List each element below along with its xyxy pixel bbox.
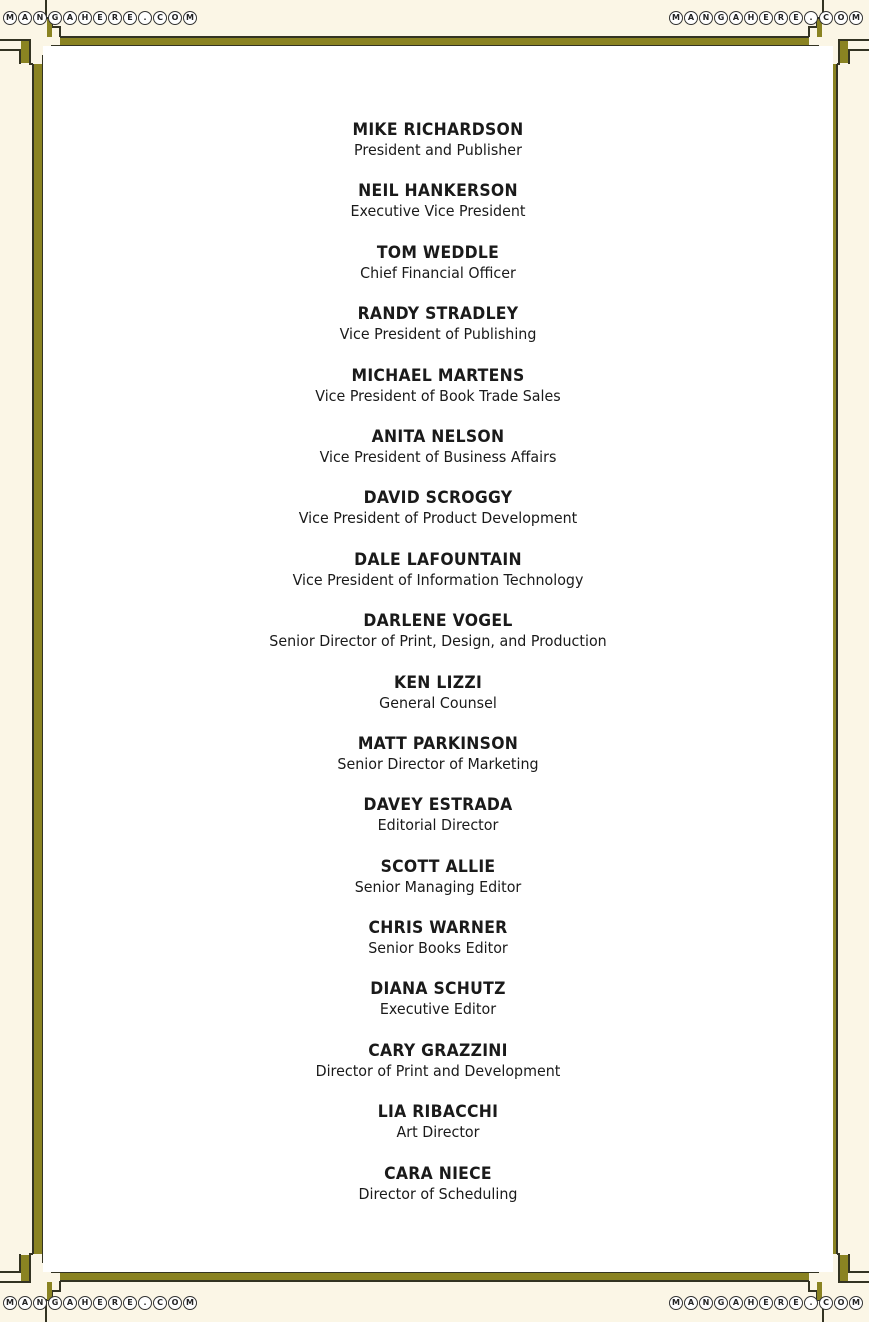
credit-entry (43, 672, 833, 733)
watermark-letter: E (93, 1296, 107, 1310)
watermark-letter: O (834, 11, 848, 25)
watermark-letter: A (63, 1296, 77, 1310)
watermark-letter: G (48, 11, 62, 25)
watermark-letter: M (183, 11, 197, 25)
watermark-letter: N (699, 1296, 713, 1310)
watermark-letter: E (123, 1296, 137, 1310)
watermark-letter: M (849, 1296, 863, 1310)
watermark-top-left (3, 9, 197, 27)
watermark-letter: A (18, 1296, 32, 1310)
credit-name: CHRIS WARNER (368, 918, 508, 939)
watermark-letter: E (789, 11, 803, 25)
credit-title: Vice President of Information Technology (292, 570, 584, 589)
credit-name: ANITA NELSON (371, 426, 505, 447)
credit-entry (43, 856, 833, 917)
credit-title: General Counsel (379, 693, 497, 712)
credit-name: SCOTT ALLIE (380, 856, 496, 877)
watermark-letter: M (849, 11, 863, 25)
watermark-letter: G (714, 11, 728, 25)
credit-title: Vice President of Publishing (339, 325, 537, 344)
credit-entry (43, 180, 833, 241)
credits-list (43, 119, 833, 1224)
credit-entry (43, 794, 833, 855)
watermark-letter: A (18, 11, 32, 25)
credit-name: LIA RIBACCHI (377, 1102, 499, 1123)
credit-name: CARY GRAZZINI (368, 1040, 508, 1061)
watermark-letter: E (93, 11, 107, 25)
watermark-letter: G (48, 1296, 62, 1310)
watermark-letter: C (819, 1296, 833, 1310)
credit-name: DIANA SCHUTZ (370, 979, 506, 1000)
credit-name: MIKE RICHARDSON (352, 120, 524, 140)
credit-name: KEN LIZZI (393, 672, 483, 693)
credit-entry (43, 487, 833, 548)
credit-name: MATT PARKINSON (357, 733, 519, 754)
credit-entry (43, 733, 833, 794)
credit-title: Editorial Director (377, 816, 499, 835)
watermark-letter: O (834, 1296, 848, 1310)
watermark-letter: A (729, 11, 743, 25)
credit-title: Senior Books Editor (368, 939, 508, 958)
credit-entry (43, 549, 833, 610)
watermark-letter: M (3, 1296, 17, 1310)
credit-entry (43, 119, 833, 180)
watermark-letter: . (138, 1296, 152, 1310)
watermark-letter: H (744, 1296, 758, 1310)
credit-title: Director of Print and Development (315, 1061, 561, 1080)
credit-title: Senior Director of Marketing (337, 754, 539, 773)
watermark-bottom-left (3, 1294, 197, 1312)
watermark-letter: G (714, 1296, 728, 1310)
watermark-letter: M (669, 1296, 683, 1310)
watermark-letter: H (78, 1296, 92, 1310)
credit-entry (43, 610, 833, 671)
credit-title: Vice President of Business Affairs (319, 447, 557, 466)
credit-title: Executive Editor (379, 1000, 497, 1019)
watermark-letter: O (168, 1296, 182, 1310)
watermark-letter: M (3, 11, 17, 25)
watermark-bottom-right (669, 1294, 863, 1312)
credit-entry (43, 978, 833, 1039)
credit-name: TOM WEDDLE (376, 242, 500, 263)
watermark-letter: M (669, 11, 683, 25)
credit-title: Chief Financial Officer (360, 263, 516, 282)
credit-entry (43, 1040, 833, 1101)
watermark-letter: R (108, 11, 122, 25)
credit-title: President and Publisher (354, 141, 522, 159)
credit-name: NEIL HANKERSON (358, 181, 518, 202)
watermark-letter: A (684, 1296, 698, 1310)
watermark-letter: A (684, 11, 698, 25)
credit-title: Executive Vice President (350, 202, 526, 221)
credit-entry (43, 303, 833, 364)
credit-name: CARA NIECE (384, 1163, 492, 1184)
credit-title: Vice President of Product Development (298, 509, 578, 528)
credit-entry (43, 242, 833, 303)
credit-title: Senior Director of Print, Design, and Production (269, 632, 607, 651)
watermark-letter: . (138, 11, 152, 25)
watermark-letter: . (804, 11, 818, 25)
credit-name: MICHAEL MARTENS (351, 365, 525, 386)
credit-name: DAVEY ESTRADA (363, 795, 513, 816)
watermark-letter: H (78, 11, 92, 25)
watermark-letter: E (759, 1296, 773, 1310)
watermark-letter: C (153, 1296, 167, 1310)
credit-name: DARLENE VOGEL (363, 611, 513, 632)
watermark-letter: C (153, 11, 167, 25)
credit-title: Art Director (396, 1123, 480, 1142)
credit-entry (43, 1101, 833, 1162)
watermark-letter: R (108, 1296, 122, 1310)
credit-name: DALE LAFOUNTAIN (354, 549, 522, 570)
watermark-letter: N (33, 11, 47, 25)
credit-entry (43, 1163, 833, 1224)
watermark-letter: M (183, 1296, 197, 1310)
watermark-letter: A (729, 1296, 743, 1310)
watermark-letter: A (63, 11, 77, 25)
watermark-letter: N (699, 11, 713, 25)
watermark-letter: C (819, 11, 833, 25)
watermark-letter: E (123, 11, 137, 25)
watermark-letter: E (759, 11, 773, 25)
credit-entry (43, 917, 833, 978)
watermark-top-right (669, 9, 863, 27)
credit-title: Senior Managing Editor (354, 877, 522, 896)
credit-title: Vice President of Book Trade Sales (315, 386, 561, 405)
credit-entry (43, 426, 833, 487)
credit-name: DAVID SCROGGY (363, 488, 513, 509)
watermark-letter: E (789, 1296, 803, 1310)
watermark-letter: N (33, 1296, 47, 1310)
credit-name: RANDY STRADLEY (357, 304, 519, 325)
watermark-letter: H (744, 11, 758, 25)
watermark-letter: R (774, 11, 788, 25)
watermark-letter: . (804, 1296, 818, 1310)
credit-title: Director of Scheduling (358, 1184, 518, 1203)
watermark-letter: O (168, 11, 182, 25)
credit-entry (43, 365, 833, 426)
watermark-letter: R (774, 1296, 788, 1310)
